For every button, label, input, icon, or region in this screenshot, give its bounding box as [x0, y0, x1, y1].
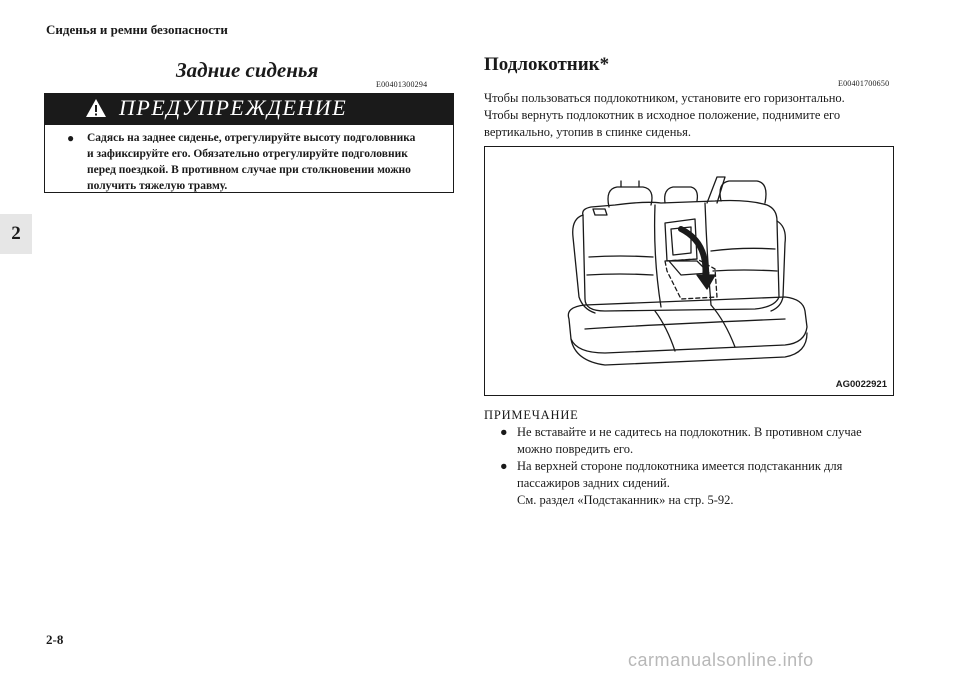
watermark: carmanualsonline.info — [628, 650, 814, 670]
warning-triangle-icon — [85, 98, 107, 118]
instruction-line: Чтобы пользоваться подлокотником, установите его горизонтально. — [484, 91, 845, 105]
warning-header — [45, 94, 453, 125]
warning-line: Садясь на заднее сиденье, отрегулируйте высоту подголовника — [87, 132, 416, 144]
section-title-rear-seats: Задние сиденья — [176, 58, 319, 82]
note-line: См. раздел «Подстаканник» на стр. 5-92. — [517, 493, 734, 507]
warning-text — [87, 130, 447, 194]
armrest-instructions — [484, 90, 899, 141]
note-bullet: ● — [500, 459, 508, 473]
instruction-line: вертикально, утопив в спинке сиденья. — [484, 125, 691, 139]
note-line: можно повредить его. — [517, 442, 634, 456]
warning-line: и зафиксируйте его. Обязательно отрегулируйте подголовник — [87, 148, 408, 160]
chapter-tab: 2 — [0, 214, 32, 254]
warning-bullet: ● — [67, 131, 75, 145]
warning-body — [67, 130, 447, 194]
instruction-line: Чтобы вернуть подлокотник в исходное положение, поднимите его — [484, 108, 841, 122]
section-code-rear-seats: E00401300294 — [376, 80, 428, 89]
running-header: Сиденья и ремни безопасности — [46, 22, 228, 37]
section-code-armrest: E00401700650 — [838, 79, 890, 88]
note-item — [500, 424, 900, 458]
note-text — [517, 424, 900, 458]
note-line: Не вставайте и не садитесь на подлокотник. В противном случае — [517, 425, 862, 439]
warning-line: получить тяжелую травму. — [87, 180, 228, 192]
rear-seat-armrest-drawing — [485, 147, 893, 395]
note-bullet: ● — [500, 425, 508, 439]
note-item — [500, 458, 900, 509]
note-line: пассажиров задних сидений. — [517, 476, 670, 490]
note-line: На верхней стороне подлокотника имеется подстаканник для — [517, 459, 843, 473]
warning-box — [44, 93, 454, 193]
warning-title: ПРЕДУПРЕЖДЕНИЕ — [119, 95, 348, 120]
section-title-armrest: Подлокотник* — [484, 54, 610, 75]
page-number: 2-8 — [46, 632, 64, 647]
figure-code: AG0022921 — [835, 379, 887, 390]
armrest-illustration — [484, 146, 894, 396]
note-label: ПРИМЕЧАНИЕ — [484, 408, 579, 422]
warning-line: перед поездкой. В противном случае при столкновении можно — [87, 164, 411, 176]
note-text — [517, 458, 900, 509]
